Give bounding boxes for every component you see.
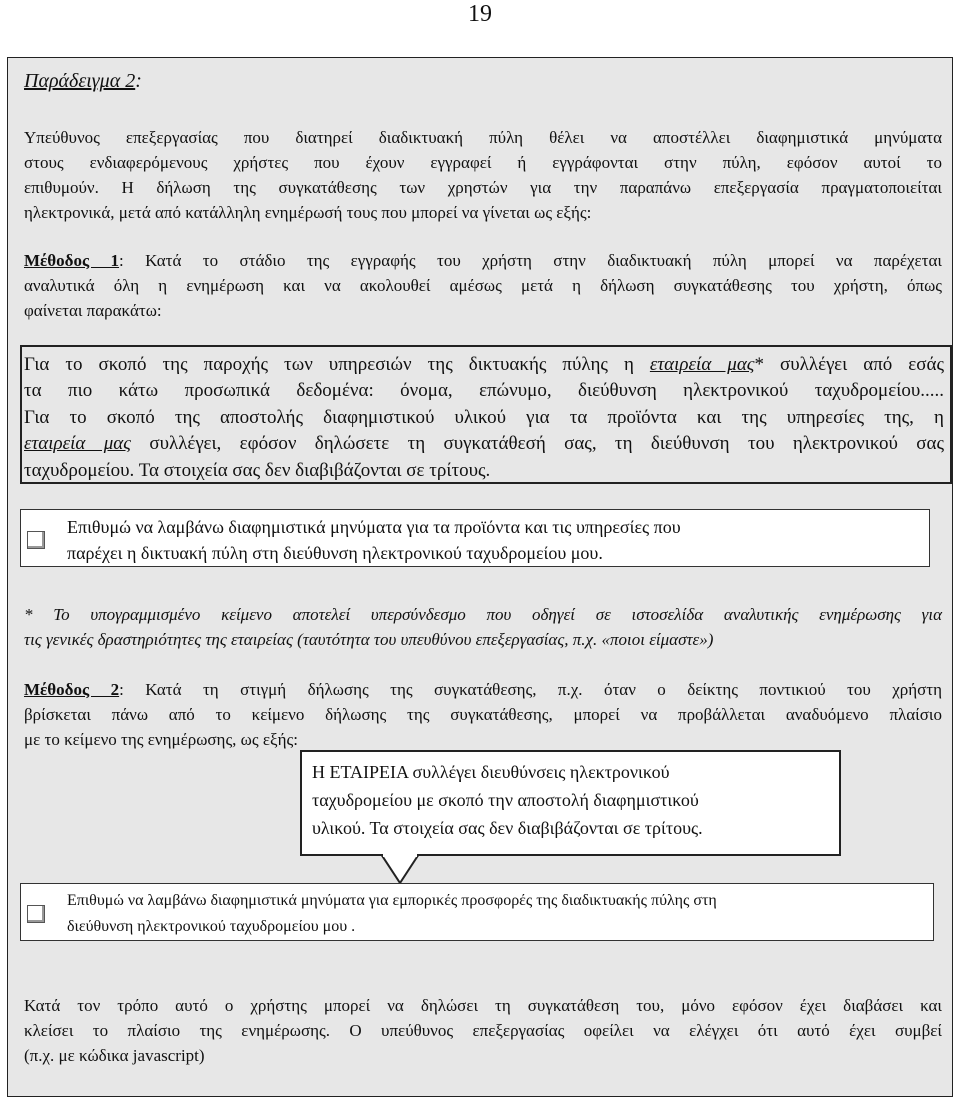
method2-line: με το κείμενο της ενημέρωσης, ως εξής: — [24, 730, 298, 749]
sample-line — [24, 351, 944, 379]
intro-line: επιθυμούν. Η δήλωση της συγκατάθεσης των χρηστών για την παραπάνω επεξεργασία πραγματοποιείται — [24, 178, 942, 197]
consent-box-1 — [20, 509, 930, 567]
consent-checkbox-2[interactable] — [27, 905, 45, 923]
info-popup — [300, 750, 841, 856]
method2-text: : Κατά τη στιγμή δήλωσης της συγκατάθεσης, π.χ. όταν ο δείκτης ποντικιού του χρήστη — [119, 680, 942, 699]
intro-line: ηλεκτρονικά, μετά από κατάλληλη ενημέρωσή τους που μπορεί να γίνεται ως εξής: — [24, 203, 592, 222]
consent-checkbox-1[interactable] — [27, 531, 45, 549]
closing-line: Κατά τον τρόπο αυτό ο χρήστης μπορεί να δηλώσει τη συγκατάθεση του, μόνο εφόσον έχει διαβάσει και — [24, 996, 942, 1015]
sample-line: ταχυδρομείου. Τα στοιχεία σας δεν διαβιβάζονται σε τρίτους. — [24, 460, 491, 481]
example-title-label: Παράδειγμα 2 — [24, 70, 136, 92]
footnote-line: * Το υπογραμμισμένο κείμενο αποτελεί υπερσύνδεσμο που οδηγεί σε ιστοσελίδα αναλυτικής ενημέρωσης για — [24, 605, 942, 624]
popup-line: Η ΕΤΑΙΡΕΙΑ συλλέγει διευθύνσεις ηλεκτρονικού — [312, 762, 670, 782]
example-title-colon: : — [135, 70, 142, 92]
sample-text: * συλλέγει από εσάς — [754, 354, 944, 375]
closing-line: (π.χ. με κώδικα javascript) — [24, 1046, 205, 1065]
sample-text: συλλέγει, εφόσον δηλώσετε τη συγκατάθεσή σας, τη διεύθυνση του ηλεκτρονικού σας — [130, 433, 944, 454]
consent-box-2 — [20, 883, 934, 941]
method1-text: : Κατά το στάδιο της εγγραφής του χρήστη στην διαδικτυακή πύλη μπορεί να παρέχεται — [119, 251, 942, 270]
method2-line: βρίσκεται πάνω από το κείμενο δήλωσης της συγκατάθεσης, μπορεί να προβάλλεται αναδυόμενο πλαίσιο — [24, 705, 942, 724]
consent-text: διεύθυνση ηλεκτρονικού ταχυδρομείου μου . — [67, 918, 356, 935]
example-title — [24, 70, 142, 93]
consent-text: παρέχει η δικτυακή πύλη στη διεύθυνση ηλεκτρονικού ταχυδρομείου μου. — [67, 543, 603, 563]
method1-label: Μέθοδος 1 — [24, 251, 120, 270]
method2-label: Μέθοδος 2 — [24, 680, 120, 699]
method2-line — [24, 677, 942, 702]
popup-line: ταχυδρομείου με σκοπό την αποστολή διαφημιστικού — [312, 790, 699, 810]
company-link[interactable]: εταιρεία μας — [649, 354, 755, 375]
method1-line — [24, 248, 942, 273]
footnote-line: τις γενικές δραστηριότητες της εταιρείας (ταυτότητα του υπευθύνου επεξεργασίας, π.χ. «ποιοι είμαστε») — [24, 630, 714, 649]
sample-line — [24, 430, 944, 458]
popup-tail — [380, 854, 420, 884]
consent-text: Επιθυμώ να λαμβάνω διαφημιστικά μηνύματα για τα προϊόντα και τις υπηρεσίες που — [67, 517, 681, 537]
closing-line: κλείσει το πλαίσιο της ενημέρωσης. Ο υπεύθυνος επεξεργασίας οφείλει να ελέγχει ότι αυτό έχει συμβεί — [24, 1021, 942, 1040]
sample-text: Για το σκοπό της παροχής των υπηρεσιών της δικτυακής πύλης η — [24, 354, 650, 375]
intro-line: στους ενδιαφερόμενους χρήστες που έχουν εγγραφεί ή εγγράφονται στην πύλη, εφόσον αυτοί το — [24, 153, 942, 172]
intro-line: Υπεύθυνος επεξεργασίας που διατηρεί διαδικτυακή πύλη θέλει να αποστέλλει διαφημιστικά μηνύματα — [24, 128, 942, 147]
page-number: 19 — [468, 1, 492, 27]
popup-line: υλικού. Τα στοιχεία σας δεν διαβιβάζονται σε τρίτους. — [312, 818, 703, 838]
company-link[interactable]: εταιρεία μας — [24, 433, 131, 454]
method1-line: φαίνεται παρακάτω: — [24, 301, 162, 320]
consent-text: Επιθυμώ να λαμβάνω διαφημιστικά μηνύματα για εμπορικές προσφορές της διαδικτυακής πύλης στη — [67, 892, 717, 909]
sample-line: Για το σκοπό της αποστολής διαφημιστικού υλικού για τα προϊόντα και της υπηρεσίες της, η — [24, 407, 944, 428]
sample-line: τα πιο κάτω προσωπικά δεδομένα: όνομα, επώνυμο, διεύθυνση ηλεκτρονικού ταχυδρομείου..... — [24, 380, 944, 401]
sample-notice-box — [20, 345, 952, 484]
method1-line: αναλυτικά όλη η ενημέρωση και να ακολουθεί αμέσως μετά η δήλωση συγκατάθεσης του χρήστη, όπως — [24, 276, 942, 295]
